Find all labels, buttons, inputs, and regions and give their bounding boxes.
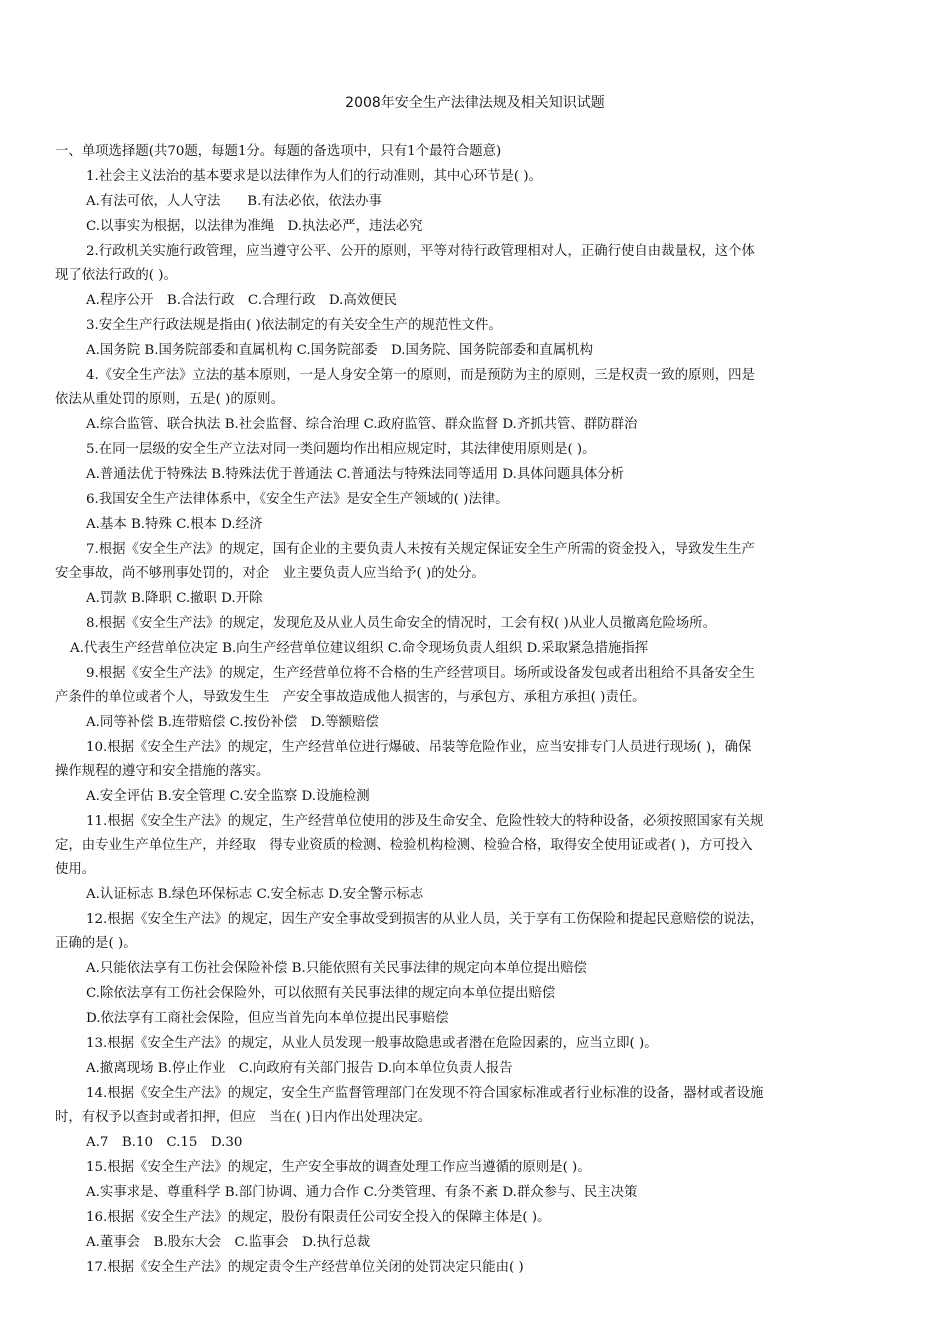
question-line: 操作规程的遵守和安全措施的落实。 bbox=[55, 764, 270, 779]
question-line: 9.根据《安全生产法》的规定，生产经营单位将不合格的生产经营项目。场所或设备发包或者出租给不具备安全生 bbox=[86, 666, 755, 681]
question-line: 时，有权予以查封或者扣押，但应 当在( )日内作出处理决定。 bbox=[55, 1110, 432, 1125]
option-line: D.依法享有工商社会保险，但应当首先向本单位提出民事赔偿 bbox=[86, 1011, 449, 1026]
question-line: 使用。 bbox=[55, 862, 96, 877]
option-line: A.综合监管、联合执法 B.社会监督、综合治理 C.政府监管、群众监督 D.齐抓共管、群防群治 bbox=[86, 417, 638, 432]
question-line: 产条件的单位或者个人，导致发生生 产安全事故造成他人损害的，与承包方、承租方承担( )责任。 bbox=[55, 690, 646, 705]
question-line: 4.《安全生产法》立法的基本原则，一是人身安全第一的原则，而是预防为主的原则，三是权责一致的原则，四是 bbox=[86, 368, 755, 383]
question-line: 12.根据《安全生产法》的规定，因生产安全事故受到损害的从业人员，关于享有工伤保险和提起民意赔偿的说法， bbox=[86, 912, 764, 927]
question-line: 2.行政机关实施行政管理，应当遵守公平、公开的原则，平等对待行政管理相对人，正确行使自由裁量权，这个体 bbox=[86, 244, 755, 259]
option-line: A.基本 B.特殊 C.根本 D.经济 bbox=[86, 517, 263, 532]
question-line: 依法从重处罚的原则，五是( )的原则。 bbox=[55, 392, 284, 407]
question-line: 17.根据《安全生产法》的规定责令生产经营单位关闭的处罚决定只能由( ) bbox=[86, 1260, 524, 1275]
option-line: A.认证标志 B.绿色环保标志 C.安全标志 D.安全警示标志 bbox=[86, 887, 424, 902]
question-line: 13.根据《安全生产法》的规定，从业人员发现一般事故隐患或者潜在危险因素的，应当立即( )。 bbox=[86, 1036, 658, 1051]
question-line: 正确的是( )。 bbox=[55, 936, 137, 951]
option-line: A.有法可依，人人守法 B.有法必依，依法办事 bbox=[86, 194, 382, 209]
option-line: A.同等补偿 B.连带赔偿 C.按份补偿 D.等额赔偿 bbox=[86, 715, 379, 730]
question-line: 10.根据《安全生产法》的规定，生产经营单位进行爆破、吊装等危险作业，应当安排专门人员进行现场( )，确保 bbox=[86, 740, 752, 755]
question-line: 3.安全生产行政法规是指由( )依法制定的有关安全生产的规范性文件。 bbox=[86, 318, 502, 333]
question-line: 7.根据《安全生产法》的规定，国有企业的主要负责人未按有关规定保证安全生产所需的资金投入，导致发生生产 bbox=[86, 542, 755, 557]
question-line: 5.在同一层级的安全生产立法对同一类问题均作出相应规定时，其法律使用原则是( )。 bbox=[86, 442, 596, 457]
option-line: A.国务院 B.国务院部委和直属机构 C.国务院部委 D.国务院、国务院部委和直属机构 bbox=[86, 343, 593, 358]
option-line: A.代表生产经营单位决定 B.向生产经营单位建议组织 C.命令现场负责人组织 D.采取紧急措施指挥 bbox=[70, 641, 649, 656]
question-line: 1.社会主义法治的基本要求是以法律作为人们的行动准则，其中心环节是( )。 bbox=[86, 169, 542, 184]
option-line: C.以事实为根据，以法律为准绳 D.执法必严，违法必究 bbox=[86, 219, 423, 234]
option-line: A.实事求是、尊重科学 B.部门协调、通力合作 C.分类管理、有条不紊 D.群众参与、民主决策 bbox=[86, 1185, 638, 1200]
question-line: 16.根据《安全生产法》的规定，股份有限责任公司安全投入的保障主体是( )。 bbox=[86, 1210, 551, 1225]
question-line: 8.根据《安全生产法》的规定，发现危及从业人员生命安全的情况时，工会有权( )从业人员撤离危险场所。 bbox=[86, 616, 717, 631]
question-line: 现了依法行政的( )。 bbox=[55, 268, 177, 283]
option-line: A.董事会 B.股东大会 C.监事会 D.执行总裁 bbox=[86, 1235, 371, 1250]
option-line: C.除依法享有工伤社会保险外，可以依照有关民事法律的规定向本单位提出赔偿 bbox=[86, 986, 556, 1001]
question-line: 11.根据《安全生产法》的规定，生产经营单位使用的涉及生命安全、危险性较大的特种设备，必须按照国家有关规 bbox=[86, 814, 764, 829]
option-line: A.罚款 B.降职 C.撤职 D.开除 bbox=[86, 591, 263, 606]
document-title: 2008年安全生产法律法规及相关知识试题 bbox=[345, 95, 605, 111]
option-line: A.普通法优于特殊法 B.特殊法优于普通法 C.普通法与特殊法同等适用 D.具体问题具体分析 bbox=[86, 467, 625, 482]
question-line: 15.根据《安全生产法》的规定，生产安全事故的调查处理工作应当遵循的原则是( )。 bbox=[86, 1160, 591, 1175]
option-line: A.程序公开 B.合法行政 C.合理行政 D.高效便民 bbox=[86, 293, 397, 308]
option-line: A.7 B.10 C.15 D.30 bbox=[86, 1135, 243, 1150]
option-line: A.撤离现场 B.停止作业 C.向政府有关部门报告 D.向本单位负责人报告 bbox=[86, 1061, 513, 1076]
question-line: 14.根据《安全生产法》的规定，安全生产监督管理部门在发现不符合国家标准或者行业标准的设备，器材或者设施 bbox=[86, 1086, 764, 1101]
option-line: A.只能依法享有工伤社会保险补偿 B.只能依照有关民事法律的规定向本单位提出赔偿 bbox=[86, 961, 587, 976]
section-heading: 一、单项选择题(共70题，每题1分。每题的备选项中，只有1个最符合题意) bbox=[55, 144, 502, 159]
option-line: A.安全评估 B.安全管理 C.安全监察 D.设施检测 bbox=[86, 789, 370, 804]
question-line: 6.我国安全生产法律体系中，《安全生产法》是安全生产领域的( )法律。 bbox=[86, 492, 509, 507]
question-line: 定，由专业生产单位生产，并经取 得专业资质的检测、检验机构检测、检验合格，取得安全使用证或者( )，方可投入 bbox=[55, 838, 753, 853]
question-line: 安全事故，尚不够刑事处罚的，对企 业主要负责人应当给予( )的处分。 bbox=[55, 566, 485, 581]
